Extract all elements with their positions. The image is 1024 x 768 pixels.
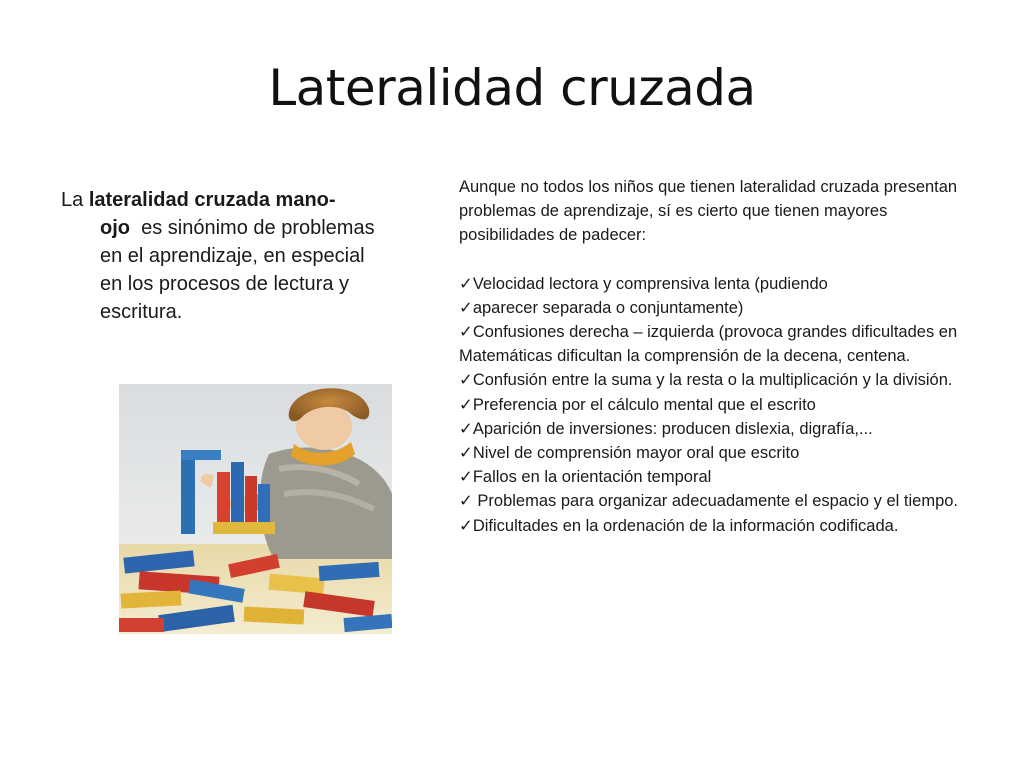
list-item: ✓aparecer separada o conjuntamente) <box>459 298 744 317</box>
consequences-intro: Aunque no todos los niños que tienen lateralidad cruzada presentan problemas de aprendizaje, sí es cierto que tienen mayores posibilidades de padecer: <box>459 178 958 245</box>
child-playing-blocks-photo <box>119 384 392 634</box>
child-blocks-illustration <box>119 384 392 634</box>
consequences-section <box>459 175 959 538</box>
consequences-list <box>459 272 959 538</box>
list-item: ✓Aparición de inversiones: producen dislexia, digrafía,... <box>459 419 873 438</box>
definition-line3: en el aprendizaje, en especial <box>100 245 365 267</box>
list-item: ✓Fallos en la orientación temporal <box>459 468 712 487</box>
definition-rest-line2: es sinónimo de problemas <box>130 217 375 239</box>
list-item: ✓Velocidad lectora y comprensiva lenta (pudiendo <box>459 274 828 293</box>
definition-line5: escritura. <box>100 301 183 323</box>
definition-line2 <box>61 214 421 242</box>
list-item: ✓Dificultades en la ordenación de la información codificada. <box>459 516 899 535</box>
list-item: ✓Preferencia por el cálculo mental que el escrito <box>459 395 816 414</box>
definition-term-line2: ojo <box>100 217 130 239</box>
definition-paragraph <box>61 186 421 326</box>
slide-title: Lateralidad cruzada <box>268 59 756 117</box>
definition-prefix: La <box>61 189 89 211</box>
definition-term-line1: lateralidad cruzada mano- <box>88 189 336 211</box>
list-item: ✓Nivel de comprensión mayor oral que escrito <box>459 444 800 463</box>
definition-line4: en los procesos de lectura y <box>100 273 350 295</box>
list-item: ✓Confusión entre la suma y la resta o la multiplicación y la división. <box>459 371 953 390</box>
list-item: ✓Confusiones derecha – izquierda (provoca grandes dificultades en Matemáticas dificultan la comprensión de la decena, centena. <box>459 323 958 366</box>
list-item: ✓ Problemas para organizar adecuadamente el espacio y el tiempo. <box>459 492 959 511</box>
